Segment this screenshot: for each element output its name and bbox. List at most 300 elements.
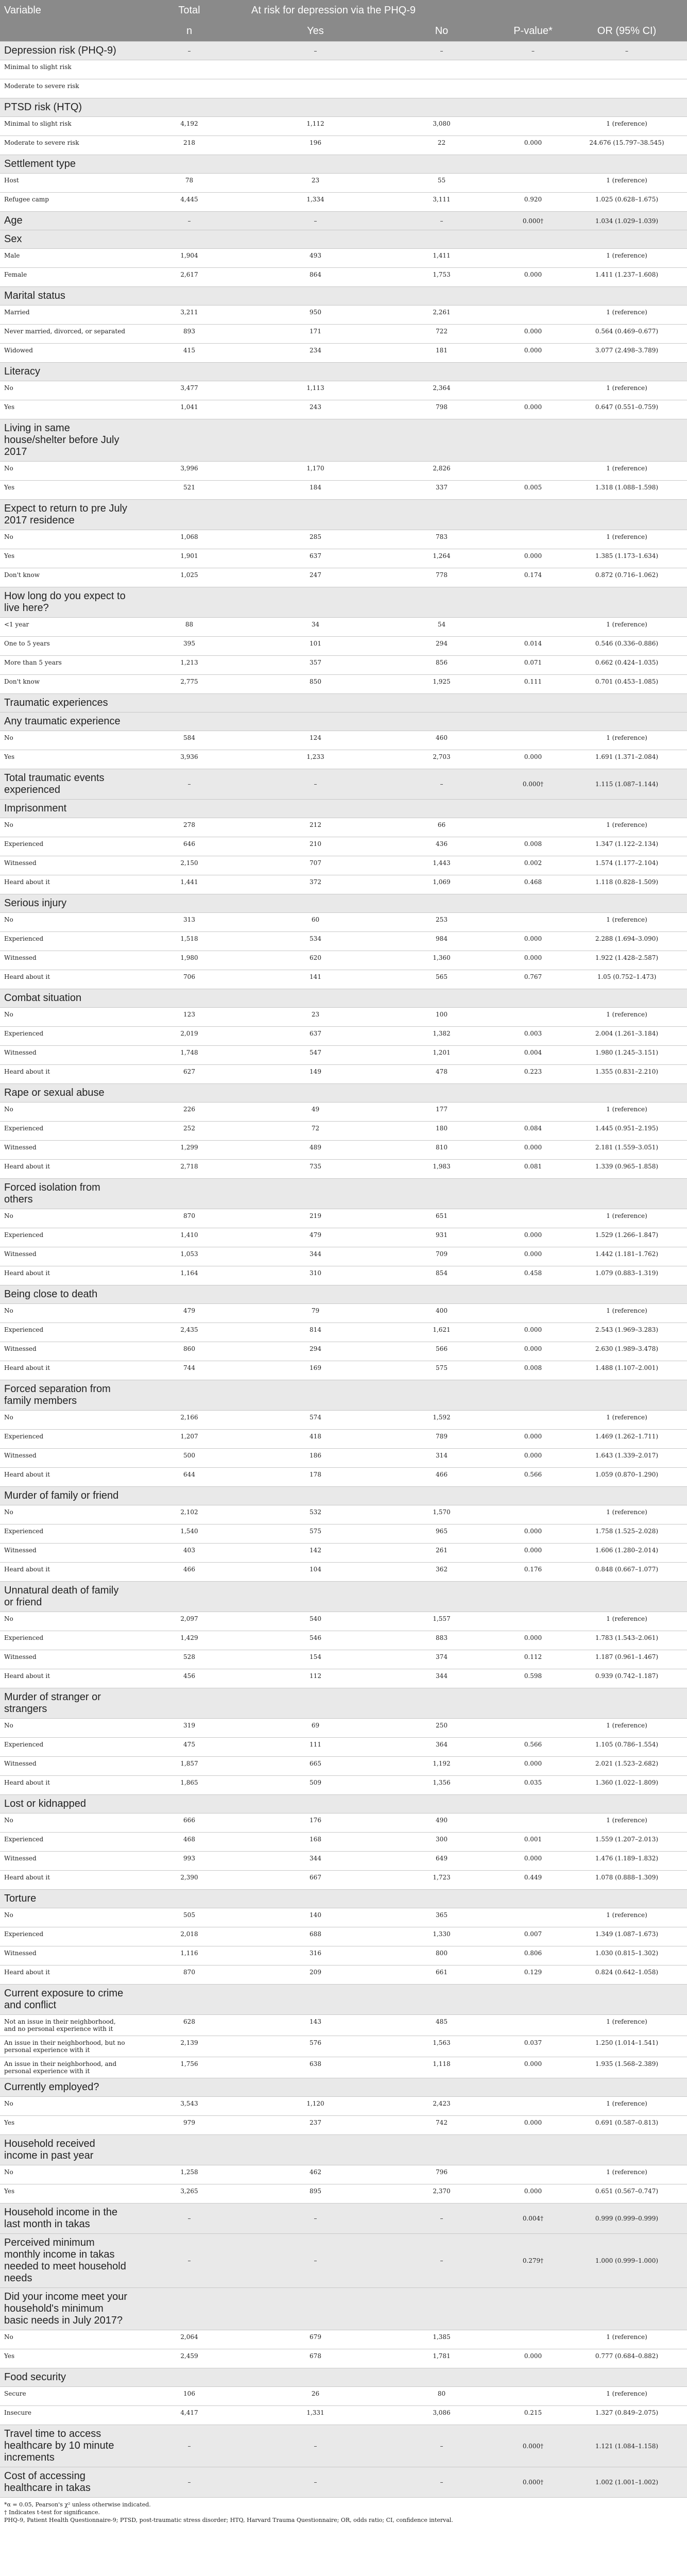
section-title: Currently employed? — [0, 2078, 131, 2097]
row-cell — [384, 79, 500, 98]
section-title: Age — [0, 212, 131, 230]
section-cell — [566, 2288, 687, 2330]
section-cell: – — [247, 2234, 384, 2288]
table-row — [0, 1065, 687, 1084]
row-label: Experienced — [0, 1122, 131, 1141]
row-cell: 3,543 — [131, 2097, 247, 2116]
row-label: Don't know — [0, 568, 131, 587]
section-cell — [384, 287, 500, 306]
row-label: Don't know — [0, 675, 131, 694]
section-cell — [384, 713, 500, 731]
table-row — [0, 731, 687, 750]
section-row — [0, 1285, 687, 1304]
row-label: Never married, divorced, or separated — [0, 325, 131, 344]
row-cell: 362 — [384, 1563, 500, 1582]
row-cell: 1,925 — [384, 675, 500, 694]
row-cell: 4,445 — [131, 193, 247, 212]
row-cell: 0.000 — [500, 549, 566, 568]
row-cell: 24.676 (15.797–38.545) — [566, 136, 687, 155]
row-cell: 1,441 — [131, 875, 247, 894]
table-row — [0, 249, 687, 268]
section-cell — [247, 2368, 384, 2387]
row-cell: 735 — [247, 1160, 384, 1179]
row-cell: 141 — [247, 970, 384, 989]
row-cell: 575 — [247, 1524, 384, 1544]
row-cell: 0.000 — [500, 1430, 566, 1449]
row-cell: 400 — [384, 1304, 500, 1323]
row-cell — [500, 60, 566, 79]
row-cell: 0.000 — [500, 932, 566, 951]
section-title: Marital status — [0, 287, 131, 306]
section-cell — [384, 1084, 500, 1103]
row-label: Heard about it — [0, 1065, 131, 1084]
table-row — [0, 1505, 687, 1524]
row-cell: 54 — [384, 618, 500, 637]
row-cell — [566, 60, 687, 79]
row-cell: 0.000 — [500, 400, 566, 419]
table-row — [0, 1411, 687, 1430]
section-cell: – — [247, 769, 384, 800]
section-cell: 0.999 (0.999–0.999) — [566, 2204, 687, 2234]
section-title: Current exposure to crime and conflict — [0, 1985, 131, 2015]
row-cell: 810 — [384, 1141, 500, 1160]
row-cell: 1,570 — [384, 1505, 500, 1524]
row-cell: 1,410 — [131, 1228, 247, 1247]
row-cell: 1,748 — [131, 1046, 247, 1065]
table-row — [0, 1468, 687, 1487]
table-row — [0, 1323, 687, 1342]
section-cell — [500, 713, 566, 731]
row-cell: 0.848 (0.667–1.077) — [566, 1563, 687, 1582]
section-title: Serious injury — [0, 894, 131, 913]
section-row — [0, 2234, 687, 2288]
row-cell: 584 — [131, 731, 247, 750]
table-row — [0, 837, 687, 856]
row-cell: 0.112 — [500, 1650, 566, 1669]
section-cell — [247, 230, 384, 249]
section-cell — [566, 1487, 687, 1505]
row-label: Heard about it — [0, 1669, 131, 1688]
section-cell — [131, 713, 247, 731]
row-cell: 478 — [384, 1065, 500, 1084]
row-cell: 1.559 (1.207–2.013) — [566, 1833, 687, 1852]
row-cell: 124 — [247, 731, 384, 750]
section-row — [0, 713, 687, 731]
section-cell — [131, 98, 247, 117]
section-title: Food security — [0, 2368, 131, 2387]
table-row — [0, 1563, 687, 1582]
row-cell: 1,118 — [384, 2057, 500, 2078]
row-cell: 979 — [131, 2116, 247, 2135]
section-cell — [247, 2135, 384, 2165]
row-cell: 1,563 — [384, 2036, 500, 2057]
row-cell: 1.922 (1.428–2.587) — [566, 951, 687, 970]
section-title: Forced separation from family members — [0, 1380, 131, 1411]
row-cell: 0.000 — [500, 1228, 566, 1247]
row-cell — [500, 2015, 566, 2036]
row-cell: 742 — [384, 2116, 500, 2135]
row-cell: 1 (reference) — [566, 1612, 687, 1631]
row-cell: 3,086 — [384, 2406, 500, 2425]
row-cell: 575 — [384, 1361, 500, 1380]
table-row — [0, 193, 687, 212]
section-cell — [500, 287, 566, 306]
row-label: Yes — [0, 2116, 131, 2135]
section-cell — [566, 587, 687, 618]
row-cell — [500, 381, 566, 400]
row-cell: 2,435 — [131, 1323, 247, 1342]
row-cell: 218 — [131, 136, 247, 155]
row-cell: 1,557 — [384, 1612, 500, 1631]
row-cell: 547 — [247, 1046, 384, 1065]
row-cell — [500, 1103, 566, 1122]
row-cell: 628 — [131, 2015, 247, 2036]
row-cell: 178 — [247, 1468, 384, 1487]
section-cell: – — [384, 2467, 500, 2498]
table-row — [0, 1946, 687, 1965]
section-cell — [247, 1890, 384, 1908]
section-cell — [566, 363, 687, 381]
section-cell — [566, 1285, 687, 1304]
section-cell — [247, 98, 384, 117]
row-cell — [131, 60, 247, 79]
row-label: Experienced — [0, 932, 131, 951]
section-cell — [566, 1582, 687, 1612]
section-title: PTSD risk (HTQ) — [0, 98, 131, 117]
row-label: An issue in their neighborhood, and personal experience with it — [0, 2057, 131, 2078]
row-cell: 1,264 — [384, 549, 500, 568]
section-cell — [131, 1890, 247, 1908]
row-cell — [500, 2165, 566, 2184]
row-cell: 319 — [131, 1719, 247, 1738]
row-cell: 0.111 — [500, 675, 566, 694]
row-cell: 644 — [131, 1468, 247, 1487]
section-cell — [500, 1582, 566, 1612]
section-cell: – — [384, 42, 500, 60]
row-cell: 1,781 — [384, 2349, 500, 2368]
section-cell — [247, 1688, 384, 1719]
section-title: Forced isolation from others — [0, 1179, 131, 1209]
header-row-2 — [0, 21, 687, 42]
row-cell: 60 — [247, 913, 384, 932]
header-row-1 — [0, 0, 687, 21]
section-cell — [500, 230, 566, 249]
row-cell: 0.215 — [500, 2406, 566, 2425]
row-cell: 142 — [247, 1544, 384, 1563]
row-cell: 540 — [247, 1612, 384, 1631]
row-cell: 2,718 — [131, 1160, 247, 1179]
section-cell: – — [247, 2425, 384, 2467]
row-cell: 883 — [384, 1631, 500, 1650]
row-cell: 0.566 — [500, 1738, 566, 1757]
section-cell — [247, 989, 384, 1008]
row-cell: 0.007 — [500, 1927, 566, 1946]
section-cell — [500, 894, 566, 913]
row-cell — [500, 1209, 566, 1228]
section-title: Household income in the last month in takas — [0, 2204, 131, 2234]
row-cell: 1.411 (1.237–1.608) — [566, 268, 687, 287]
row-cell: 0.008 — [500, 837, 566, 856]
row-cell: 1 (reference) — [566, 1505, 687, 1524]
table-row — [0, 875, 687, 894]
row-cell: 709 — [384, 1247, 500, 1266]
row-cell — [500, 1411, 566, 1430]
row-cell: 313 — [131, 913, 247, 932]
table-row — [0, 117, 687, 136]
row-cell: 0.000 — [500, 1247, 566, 1266]
row-cell: 171 — [247, 325, 384, 344]
row-cell: 169 — [247, 1361, 384, 1380]
row-cell: 778 — [384, 568, 500, 587]
header-p-value: P-value* — [500, 21, 566, 42]
row-cell: 678 — [247, 2349, 384, 2368]
row-cell: 357 — [247, 656, 384, 675]
row-cell: 2.181 (1.559–3.051) — [566, 1141, 687, 1160]
row-cell: 814 — [247, 1323, 384, 1342]
header-no: No — [384, 21, 500, 42]
row-cell: 0.939 (0.742–1.187) — [566, 1669, 687, 1688]
row-label: Witnessed — [0, 1852, 131, 1871]
section-cell: 1.002 (1.001–1.002) — [566, 2467, 687, 2498]
section-cell: 0.000† — [500, 769, 566, 800]
row-label: Witnessed — [0, 1342, 131, 1361]
row-label: Heard about it — [0, 1266, 131, 1285]
row-cell: 2,390 — [131, 1871, 247, 1890]
section-cell — [247, 155, 384, 174]
section-row — [0, 363, 687, 381]
section-row — [0, 1688, 687, 1719]
row-cell: 344 — [384, 1669, 500, 1688]
table-row — [0, 1871, 687, 1890]
row-label: <1 year — [0, 618, 131, 637]
table-row — [0, 1612, 687, 1631]
section-title: Depression risk (PHQ-9) — [0, 42, 131, 60]
row-cell: 1,723 — [384, 1871, 500, 1890]
table-row — [0, 2015, 687, 2036]
table-row — [0, 1650, 687, 1669]
table-row — [0, 1266, 687, 1285]
row-cell: 23 — [247, 1008, 384, 1027]
row-cell: 0.000 — [500, 136, 566, 155]
section-cell — [566, 694, 687, 713]
row-cell: 1.079 (0.883–1.319) — [566, 1266, 687, 1285]
section-title: Living in same house/shelter before July 2017 — [0, 419, 131, 462]
row-cell: 49 — [247, 1103, 384, 1122]
row-cell: 226 — [131, 1103, 247, 1122]
row-cell: 667 — [247, 1871, 384, 1890]
section-row — [0, 2425, 687, 2467]
row-cell: 1,331 — [247, 2406, 384, 2425]
row-cell — [500, 79, 566, 98]
section-cell — [131, 694, 247, 713]
section-cell — [131, 419, 247, 462]
section-cell — [500, 2368, 566, 2387]
row-cell: 0.000 — [500, 1631, 566, 1650]
section-cell — [247, 1179, 384, 1209]
section-cell — [131, 587, 247, 618]
row-cell: 395 — [131, 637, 247, 656]
row-cell: 0.005 — [500, 481, 566, 500]
row-cell: 0.566 — [500, 1468, 566, 1487]
row-cell: 80 — [384, 2387, 500, 2406]
row-cell: 0.000 — [500, 2349, 566, 2368]
row-cell: 0.777 (0.684–0.882) — [566, 2349, 687, 2368]
row-cell: 1,170 — [247, 462, 384, 481]
row-cell: 638 — [247, 2057, 384, 2078]
row-cell: 4,417 — [131, 2406, 247, 2425]
row-cell: 490 — [384, 1814, 500, 1833]
row-cell: 620 — [247, 951, 384, 970]
row-cell: 800 — [384, 1946, 500, 1965]
table-row — [0, 325, 687, 344]
header-variable: Variable — [0, 0, 131, 21]
row-label: Secure — [0, 2387, 131, 2406]
section-cell — [500, 1380, 566, 1411]
row-cell: 2,102 — [131, 1505, 247, 1524]
row-cell: 895 — [247, 2184, 384, 2204]
row-cell: 0.000 — [500, 1852, 566, 1871]
row-cell: 1,213 — [131, 656, 247, 675]
section-cell — [131, 363, 247, 381]
section-row — [0, 1985, 687, 2015]
section-title: Combat situation — [0, 989, 131, 1008]
row-cell: 3,996 — [131, 462, 247, 481]
row-cell: 2.021 (1.523–2.682) — [566, 1757, 687, 1776]
row-cell: 34 — [247, 618, 384, 637]
section-cell: – — [247, 42, 384, 60]
table-row — [0, 1046, 687, 1065]
section-cell — [131, 500, 247, 530]
table-row — [0, 1160, 687, 1179]
table-row — [0, 2165, 687, 2184]
table-row — [0, 268, 687, 287]
section-title: Travel time to access healthcare by 10 minute increments — [0, 2425, 131, 2467]
table-row — [0, 174, 687, 193]
section-cell — [566, 713, 687, 731]
row-cell — [247, 79, 384, 98]
row-label: Experienced — [0, 1927, 131, 1946]
row-cell: 1.980 (1.245–3.151) — [566, 1046, 687, 1065]
row-cell: 0.691 (0.587–0.813) — [566, 2116, 687, 2135]
footnotes — [0, 2497, 687, 2527]
row-cell — [500, 1008, 566, 1027]
row-cell: 0.000 — [500, 344, 566, 363]
section-cell — [384, 500, 500, 530]
row-cell: 149 — [247, 1065, 384, 1084]
row-cell: 3,936 — [131, 750, 247, 769]
row-cell: 707 — [247, 856, 384, 875]
row-cell: 796 — [384, 2165, 500, 2184]
row-cell: 0.449 — [500, 1871, 566, 1890]
row-cell: 1,025 — [131, 568, 247, 587]
table-row — [0, 481, 687, 500]
section-cell — [384, 2288, 500, 2330]
section-cell — [566, 230, 687, 249]
section-cell — [566, 98, 687, 117]
section-cell — [500, 155, 566, 174]
row-cell: 294 — [384, 637, 500, 656]
row-cell: 69 — [247, 1719, 384, 1738]
row-label: Experienced — [0, 1631, 131, 1650]
row-label: Witnessed — [0, 951, 131, 970]
row-label: Heard about it — [0, 1563, 131, 1582]
row-cell: 0.000 — [500, 1342, 566, 1361]
row-cell: 337 — [384, 481, 500, 500]
section-cell: 0.279† — [500, 2234, 566, 2288]
row-cell: 2,150 — [131, 856, 247, 875]
row-label: No — [0, 530, 131, 549]
row-cell: 850 — [247, 675, 384, 694]
row-cell: 1 (reference) — [566, 1103, 687, 1122]
row-cell: 0.037 — [500, 2036, 566, 2057]
row-label: Experienced — [0, 1524, 131, 1544]
section-row — [0, 155, 687, 174]
table-row — [0, 1209, 687, 1228]
row-cell: 0.824 (0.642–1.058) — [566, 1965, 687, 1985]
section-cell: 0.000† — [500, 2425, 566, 2467]
header-total: Total — [131, 0, 247, 21]
section-cell — [566, 2368, 687, 2387]
row-cell: 1,116 — [131, 1946, 247, 1965]
section-cell: – — [384, 769, 500, 800]
row-cell: 186 — [247, 1449, 384, 1468]
section-cell — [500, 1985, 566, 2015]
row-cell: 1,901 — [131, 549, 247, 568]
row-cell: 0.458 — [500, 1266, 566, 1285]
section-cell: – — [131, 769, 247, 800]
section-cell — [500, 989, 566, 1008]
row-cell: 1.118 (0.828–1.509) — [566, 875, 687, 894]
header-yes: Yes — [247, 21, 384, 42]
section-cell: – — [131, 2467, 247, 2498]
table-row — [0, 381, 687, 400]
row-cell: 372 — [247, 875, 384, 894]
row-cell: 1.347 (1.122–2.134) — [566, 837, 687, 856]
section-cell — [247, 2078, 384, 2097]
section-cell — [247, 894, 384, 913]
section-row — [0, 1582, 687, 1612]
row-cell: 931 — [384, 1228, 500, 1247]
row-cell: 310 — [247, 1266, 384, 1285]
row-cell: 661 — [384, 1965, 500, 1985]
section-row — [0, 419, 687, 462]
row-cell: 3,111 — [384, 193, 500, 212]
row-label: No — [0, 2165, 131, 2184]
row-cell: 1.783 (1.543–2.061) — [566, 1631, 687, 1650]
row-cell: 1.355 (0.831–2.210) — [566, 1065, 687, 1084]
row-cell: 856 — [384, 656, 500, 675]
section-cell: – — [384, 212, 500, 230]
row-cell: 234 — [247, 344, 384, 363]
row-label: Witnessed — [0, 1141, 131, 1160]
row-label: An issue in their neighborhood, but no personal experience with it — [0, 2036, 131, 2057]
row-cell: 489 — [247, 1141, 384, 1160]
row-cell: 1 (reference) — [566, 1304, 687, 1323]
section-cell: 0.000† — [500, 212, 566, 230]
table-row — [0, 637, 687, 656]
section-row — [0, 2135, 687, 2165]
row-label: No — [0, 1304, 131, 1323]
row-cell: 2,459 — [131, 2349, 247, 2368]
row-cell: 0.000 — [500, 750, 566, 769]
row-cell: 0.000 — [500, 268, 566, 287]
row-cell: 479 — [131, 1304, 247, 1323]
row-cell: 1,207 — [131, 1430, 247, 1449]
section-cell: – — [500, 42, 566, 60]
section-row — [0, 587, 687, 618]
row-label: Heard about it — [0, 1160, 131, 1179]
row-cell: 744 — [131, 1361, 247, 1380]
